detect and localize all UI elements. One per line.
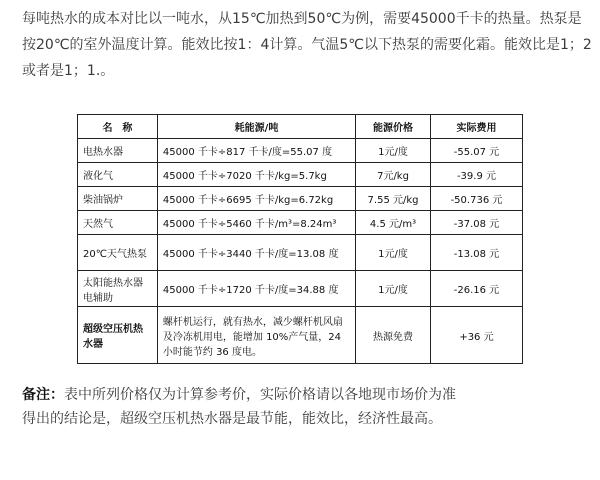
header-consumption: 耗能源/吨 bbox=[157, 115, 355, 139]
note-paragraph bbox=[22, 383, 592, 431]
row-name: 电热水器 bbox=[78, 139, 158, 163]
header-price: 能源价格 bbox=[356, 115, 431, 139]
table-row bbox=[78, 187, 523, 211]
note-line-2: 得出的结论是，超级空压机热水器是最节能，能效比，经济性最高。 bbox=[22, 411, 442, 427]
row-consumption: 螺杆机运行，就有热水，减少螺杆机风扇及冷冻机用电，能增加 10%产气量，24 小时能节约 36 度电。 bbox=[157, 307, 355, 364]
row-cost: -26.16 元 bbox=[430, 271, 522, 307]
row-consumption: 45000 千卡÷7020 千卡/kg=5.7kg bbox=[157, 163, 355, 187]
row-consumption: 45000 千卡÷5460 千卡/m³=8.24m³ bbox=[157, 211, 355, 235]
table-row bbox=[78, 163, 523, 187]
note-label: 备注： bbox=[22, 387, 64, 403]
row-consumption: 45000 千卡÷6695 千卡/kg=6.72kg bbox=[157, 187, 355, 211]
row-consumption: 45000 千卡÷3440 千卡/度=13.08 度 bbox=[157, 235, 355, 271]
row-cost: -55.07 元 bbox=[430, 139, 522, 163]
row-name: 20℃天气热泵 bbox=[78, 235, 158, 271]
row-consumption: 45000 千卡÷1720 千卡/度=34.88 度 bbox=[157, 271, 355, 307]
row-cost: -50.736 元 bbox=[430, 187, 522, 211]
header-cost: 实际费用 bbox=[430, 115, 522, 139]
energy-cost-table bbox=[77, 114, 523, 364]
table-header-row bbox=[78, 115, 523, 139]
header-name: 名 称 bbox=[78, 115, 158, 139]
row-price: 7.55 元/kg bbox=[356, 187, 431, 211]
table-row bbox=[78, 139, 523, 163]
table-row bbox=[78, 307, 523, 364]
row-name: 液化气 bbox=[78, 163, 158, 187]
row-price: 1元/度 bbox=[356, 235, 431, 271]
intro-paragraph: 每吨热水的成本对比以一吨水，从15℃加热到50℃为例，需要45000千卡的热量。热泵是按20℃的室外温度计算。能效比按1：4计算。气温5℃以下热泵的需要化霜。能效比是1；2或者是1；1.。 bbox=[22, 11, 592, 79]
row-name: 柴油锅炉 bbox=[78, 187, 158, 211]
row-price: 4.5 元/m³ bbox=[356, 211, 431, 235]
table-row bbox=[78, 271, 523, 307]
row-price: 热源免费 bbox=[356, 307, 431, 364]
row-cost: -39.9 元 bbox=[430, 163, 522, 187]
table-row bbox=[78, 235, 523, 271]
row-price: 7元/kg bbox=[356, 163, 431, 187]
row-name: 超级空压机热水器 bbox=[78, 307, 158, 364]
row-cost: -13.08 元 bbox=[430, 235, 522, 271]
row-name: 天然气 bbox=[78, 211, 158, 235]
row-cost: -37.08 元 bbox=[430, 211, 522, 235]
row-name: 太阳能热水器电辅助 bbox=[78, 271, 158, 307]
note-line-1: 表中所列价格仅为计算参考价，实际价格请以各地现市场价为准 bbox=[64, 387, 456, 403]
row-price: 1元/度 bbox=[356, 271, 431, 307]
row-consumption: 45000 千卡÷817 千卡/度=55.07 度 bbox=[157, 139, 355, 163]
row-price: 1元/度 bbox=[356, 139, 431, 163]
table-row bbox=[78, 211, 523, 235]
row-cost: +36 元 bbox=[430, 307, 522, 364]
